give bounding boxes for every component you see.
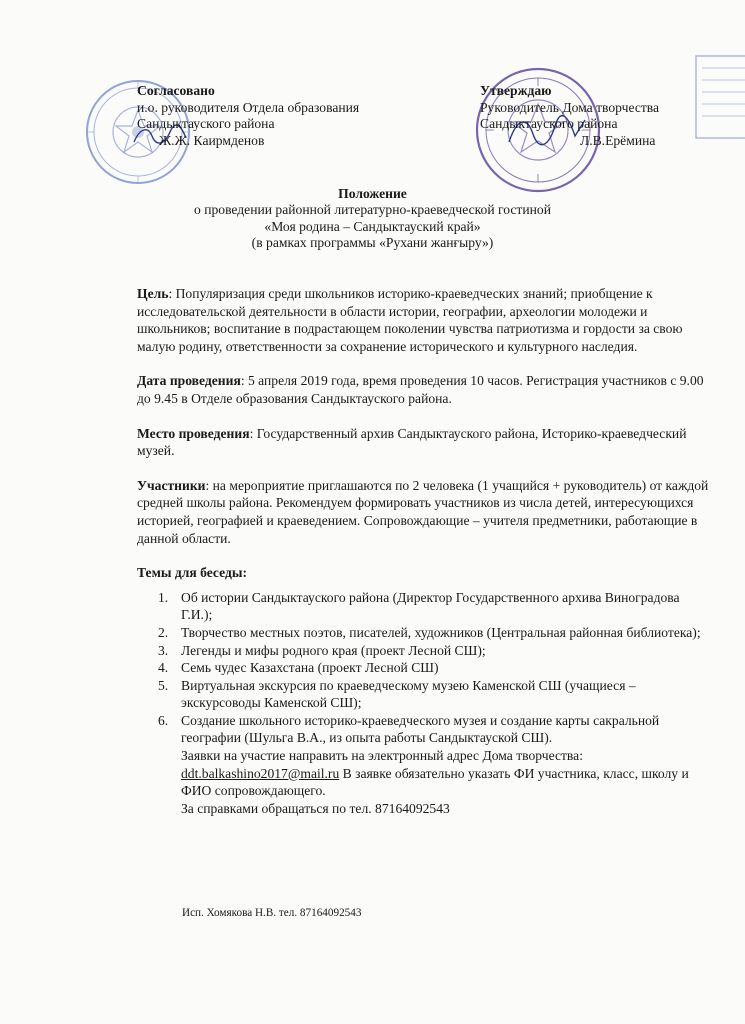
email-link[interactable]: ddt.balkashino2017@mail.ru [181,765,340,781]
list-item [137,677,712,712]
topics-list [137,589,712,747]
list-item [137,589,712,624]
applications-line1: Заявки на участие направить на электронный адрес Дома творчества: [181,748,583,764]
document-body [137,285,712,817]
approval-line1: Руководитель Дома творчества [480,99,660,115]
agreement-line2: Сандыктауского района [137,116,275,131]
place-paragraph [137,425,712,460]
title-line1: о проведении районной литературно-краеведческой гостиной [194,202,551,218]
list-item-number: 3. [158,642,169,658]
list-item-text: Семь чудес Казахстана (проект Лесной СШ) [181,660,439,676]
title-line3: (в рамках программы «Рухани жанғыру») [251,234,494,250]
agreement-line1: и.о. руководителя Отдела образования [137,99,360,115]
list-item [137,712,712,747]
topics-heading: Темы для беседы: [137,565,247,581]
goal-label: Цель [137,286,169,301]
list-item-number: 5. [158,677,169,693]
approval-line2: Сандыктауского района [480,116,618,131]
list-item-number: 1. [158,589,169,605]
list-item-text: Создание школьного историко-краеведческого музея и создание карты сакральной географии (Шульга В.А., из опыта работы Сандыктауской СШ). [181,712,660,746]
agreement-block [137,83,437,149]
document-title [0,186,745,251]
title-line2: «Моя родина – Сандыктауский край» [264,218,481,234]
goal-paragraph [137,285,712,355]
applications-line2: В заявке обязательно указать ФИ участника, класс, школу и ФИО сопровождающего. [181,765,689,799]
date-text: : 5 апреля 2019 года, время проведения 10 часов. Регистрация участников с 9.00 до 9.45 в Отделе образования Сандыктауского района. [137,373,704,406]
approval-block [480,83,710,149]
goal-text: : Популяризация среди школьников историко-краеведческих знаний; приобщение к исследовательской деятельности в области истории, географии, археологии молодежи и школьников; воспитание в подрастающем поколении чувства патриотизма и гордости за свою малую родину, ответственности за сохранение исторического и культурного наследия. [137,286,683,354]
list-item [137,624,712,642]
date-paragraph [137,372,712,407]
list-item [137,659,712,677]
applications-line3: За справками обращаться по тел. 87164092543 [181,800,450,816]
approval-heading: Утверждаю [480,83,552,98]
approval-signatory: Л.В.Ерёмина [580,132,656,148]
agreement-heading: Согласовано [137,83,215,98]
list-item-text: Об истории Сандыктауского района (Директор Государственного архива Виноградова Г.И.); [181,589,680,623]
place-label: Место проведения [137,425,250,441]
list-item [137,642,712,660]
place-text: : Государственный архив Сандыктауского района, Историко-краеведческий музей. [137,425,687,459]
list-item-number: 6. [158,712,169,728]
list-item-number: 2. [158,624,169,640]
title-heading: Положение [338,186,407,201]
applications-block [137,747,712,817]
list-item-text: Творчество местных поэтов, писателей, художников (Центральная районная библиотека); [181,624,701,640]
list-item-text: Легенды и мифы родного края (проект Лесной СШ); [181,642,486,658]
participants-text: : на мероприятие приглашаются по 2 человека (1 учащийся + руководитель) от каждой средней школы района. Рекомендуем формировать участников из числа детей, интересующихся историей, географией и краеведением. Сопровождающие – учителя предметники, работающие в данной области. [137,477,709,546]
executor-note: Исп. Хомякова Н.В. тел. 87164092543 [182,907,362,919]
participants-label: Участники [137,477,206,493]
agreement-signatory: Ж.Ж. Каирмденов [159,132,265,148]
list-item-text: Виртуальная экскурсия по краеведческому музею Каменской СШ (учащиеся – экскурсоводы Каменской СШ); [181,677,636,711]
participants-paragraph [137,477,712,547]
date-label: Дата проведения [137,373,241,389]
list-item-number: 4. [158,660,169,676]
